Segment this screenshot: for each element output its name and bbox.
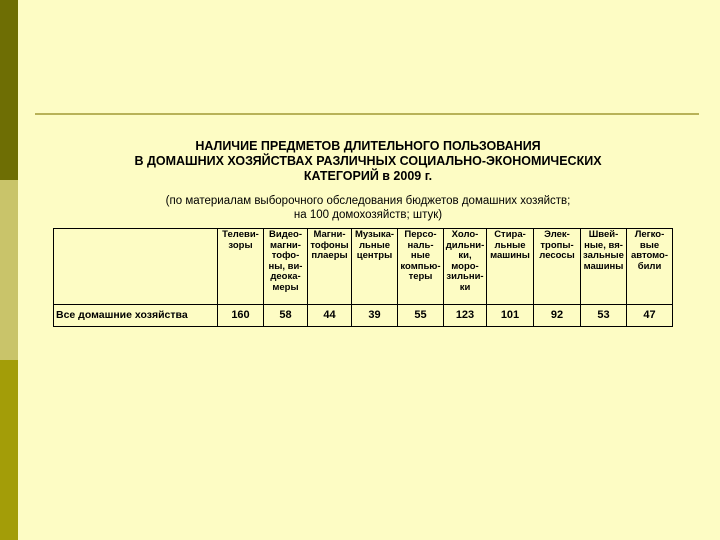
column-header-line: Музыка- <box>354 229 395 240</box>
column-header-line: дильни- <box>445 239 485 251</box>
title-line: В ДОМАШНИХ ХОЗЯЙСТВАХ РАЗЛИЧНЫХ СОЦИАЛЬНО-ЭКОНОМИЧЕСКИХ <box>134 154 602 168</box>
column-header <box>627 229 673 305</box>
table-corner-cell <box>54 229 218 305</box>
column-header-line: теры <box>408 271 433 282</box>
column-header-line: тропы- <box>540 239 574 251</box>
table-cell: 44 <box>308 305 352 327</box>
column-header <box>264 229 308 305</box>
column-header-line: машины <box>583 260 624 272</box>
column-header-line: Швей- <box>588 229 619 240</box>
column-header <box>444 229 487 305</box>
column-header <box>398 229 444 305</box>
table-row <box>54 305 673 327</box>
slide-subtitle <box>60 194 676 222</box>
column-header <box>352 229 398 305</box>
column-header-line: наль- <box>407 239 434 251</box>
column-header-line: ные <box>410 250 431 261</box>
table-cell: 58 <box>264 305 308 327</box>
row-label: Все домашние хозяйства <box>54 305 218 327</box>
column-header <box>581 229 627 305</box>
table-cell: 53 <box>581 305 627 327</box>
table-cell: 39 <box>352 305 398 327</box>
side-bar-top <box>0 0 18 180</box>
column-header-line: зильни- <box>446 271 484 282</box>
table-cell: 101 <box>487 305 534 327</box>
column-header-line: ки <box>459 281 471 293</box>
column-header-line: зоры <box>228 239 253 251</box>
column-header-line: льные <box>358 239 390 251</box>
side-bar-middle <box>0 180 18 360</box>
table-cell: 92 <box>534 305 581 327</box>
table-cell: 123 <box>444 305 487 327</box>
slide-title <box>60 139 676 184</box>
column-header-line: тофо- <box>271 250 300 261</box>
table-header-row <box>54 229 673 305</box>
table-cell: 47 <box>627 305 673 327</box>
column-header-line: ные, вя- <box>584 239 623 251</box>
column-header-line: магни- <box>270 239 301 251</box>
column-header-line: центры <box>356 250 393 261</box>
column-header-line: тофоны <box>310 239 349 251</box>
column-header-line: деока- <box>270 271 301 282</box>
column-header-line: моро- <box>451 260 479 272</box>
table-cell: 160 <box>218 305 264 327</box>
divider-rule <box>35 113 699 115</box>
column-header-line: Магни- <box>313 229 346 240</box>
column-header-line: компью- <box>400 260 441 272</box>
column-header-line: Стира- <box>494 229 526 240</box>
column-header-line: Холо- <box>451 229 479 240</box>
column-header <box>487 229 534 305</box>
column-header-line: Персо- <box>404 229 437 240</box>
title-line: НАЛИЧИЕ ПРЕДМЕТОВ ДЛИТЕЛЬНОГО ПОЛЬЗОВАНИЯ <box>195 139 541 153</box>
column-header-line: ны, ви- <box>268 260 303 272</box>
table-cell: 55 <box>398 305 444 327</box>
column-header-line: Видео- <box>269 229 302 240</box>
side-bar-bottom <box>0 360 18 540</box>
title-line: КАТЕГОРИЙ в 2009 г. <box>303 169 433 183</box>
subtitle-line: на 100 домохозяйств; штук) <box>293 209 443 221</box>
column-header-line: зальные <box>583 250 624 261</box>
column-header-line: льные <box>494 239 526 251</box>
column-header-line: били <box>637 260 662 272</box>
column-header <box>218 229 264 305</box>
column-header-line: машины <box>490 250 530 261</box>
column-header-line: автомо- <box>630 250 669 261</box>
column-header <box>534 229 581 305</box>
column-header-line: плаеры <box>311 250 348 261</box>
column-header-line: лесосы <box>539 250 575 261</box>
durable-goods-table <box>53 228 673 327</box>
subtitle-line: (по материалам выборочного обследования бюджетов домашних хозяйств; <box>165 195 571 207</box>
column-header-line: Телеви- <box>222 229 259 240</box>
column-header-line: Легко- <box>634 229 665 240</box>
column-header-line: меры <box>272 281 299 293</box>
column-header-line: Элек- <box>544 229 570 240</box>
column-header-line: ки, <box>458 250 472 261</box>
column-header <box>308 229 352 305</box>
column-header-line: вые <box>639 239 660 251</box>
